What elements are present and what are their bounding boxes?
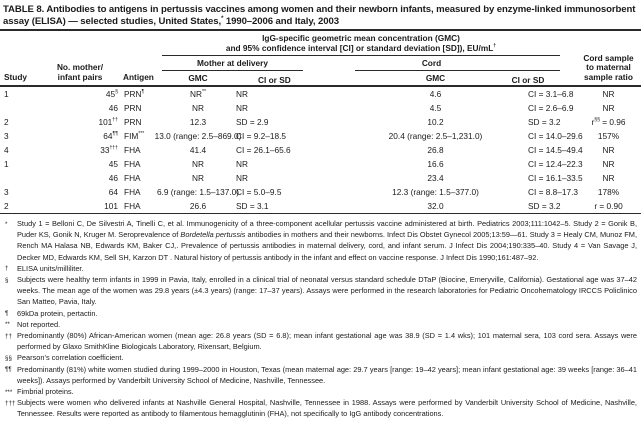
cell-value: 32.0 (427, 201, 444, 211)
table-cell: 64 (108, 187, 118, 197)
table-cell: FHA (124, 173, 141, 183)
footnote-ref: ¶¶ (112, 131, 118, 138)
footnote-marker: † (5, 265, 9, 273)
footnote-marker: †† (5, 332, 12, 340)
footnote-ref: §§ (594, 117, 600, 124)
cell-value: 12.3 (189, 117, 207, 127)
table-cell: CI = 9.2–18.5 (236, 131, 287, 141)
footnote (3, 397, 637, 419)
table-cell (0, 171, 42, 185)
table-cell: r = 0.90 (576, 199, 641, 214)
table-cell: NR (602, 103, 615, 113)
table-cell (355, 171, 516, 185)
table-cell: CI = 3.1–6.8 (528, 89, 574, 99)
cell-value: 4.5 (429, 103, 442, 113)
table-body (0, 86, 641, 214)
cell-value: 26.8 (427, 145, 444, 155)
table-cell (355, 115, 516, 129)
table-cell: 46 (108, 173, 118, 183)
table-row (0, 171, 641, 185)
table-cell: PRN¶ (124, 89, 145, 99)
table-cell: FHA (124, 187, 141, 197)
table-cell (162, 143, 234, 157)
table-cell: 45 (108, 159, 118, 169)
table-header (0, 31, 641, 86)
footnote (3, 364, 637, 386)
table-cell: NR (602, 145, 615, 155)
table-cell: CI = 14.5–49.4 (528, 145, 583, 155)
table-cell: NR (602, 89, 615, 99)
footnote-marker: ¶ (5, 310, 9, 318)
table-cell (0, 101, 42, 115)
cell-value: NR (192, 159, 204, 169)
table-cell: CI = 26.1–65.6 (236, 145, 291, 155)
table-cell: NR (236, 159, 248, 169)
table-cell: 157% (597, 131, 620, 141)
cell-value: 26.6 (189, 201, 207, 211)
footnote-text: Pearson's correlation coefficient. (17, 353, 124, 363)
footnote-text: Not reported. (17, 319, 61, 329)
table-cell: 33††† (100, 145, 118, 155)
table-cell: NR (602, 159, 615, 169)
col-header-pairs (42, 31, 118, 86)
header-row-groups (0, 31, 641, 56)
table-row (0, 157, 641, 171)
table-cell: CI = 12.4–22.3 (528, 159, 583, 169)
cell-value: 23.4 (427, 173, 444, 183)
table-cell: 178% (597, 187, 620, 197)
footnote-ref: § (115, 89, 118, 96)
footnote-ref: *** (138, 131, 145, 138)
cell-value: 20.4 (range: 2.5–1,231.0) (388, 131, 483, 141)
table-cell: CI = 8.8–17.3 (528, 187, 579, 197)
footnote-ref: ¶ (141, 89, 145, 96)
table-cell: SD = 3.1 (234, 199, 355, 214)
table-cell: PRN (124, 117, 142, 127)
mother-gmc-header: GMC (162, 71, 234, 86)
table-cell: 46 (108, 103, 118, 113)
cell-value: 12.3 (range: 1.5–377.0) (392, 187, 479, 197)
table-cell: PRN (124, 103, 142, 113)
col-header-pairs-line2: infant pairs (57, 71, 103, 82)
table-cell: r§§ = 0.96 (591, 117, 626, 127)
table-cell: SD = 3.2 (516, 199, 576, 214)
cord-group-header-text: Cord (355, 58, 560, 71)
table-row (0, 185, 641, 199)
table-cell: NR (602, 173, 615, 183)
cell-value: 13.0 (range: 2.5–869.0) (154, 131, 242, 141)
mother-ci-sd-header: CI or SD (234, 71, 355, 86)
cord-ci-sd-header (511, 71, 576, 86)
footnote (3, 263, 637, 274)
footnote (3, 308, 637, 319)
footnote (3, 218, 637, 263)
mother-group-header (162, 56, 355, 71)
footnote-marker: * (5, 220, 8, 228)
italic-text: Bordetella pertussis (180, 230, 246, 240)
footnote-text: Study 1 = Belloni C, De Silvestri A, Tinelli C, et al. Immunogenicity of a three-component acellular pertussis vaccine administered at birth. Pediatrics 2003;111:1042–5. Study 2 = Gonik B, Puder KS, Gonik N, Kruger M. Seroprevalence of Bordetella pertussis antibodies in mothers and their newborns. Infect Dis Obstet Gynecol 2005;13:59—61. Study 3 = Healy CM, Munoz FM, Rench MA Halasa NB, Edwards KM, Baker CJ,. Prevalence of pertussis antibodies in maternal delivery, cord, and infant serum. J Infect Dis 2004;190:335–40. Study 4 = Van Savage J, Decker MD, Edwards KM, Sell SH, Karzon DT . Natural history of pertussis antibody in the infant and effect on vaccine response. J Infect Dis 1990;161:487–92. (17, 219, 637, 262)
table-cell (355, 185, 516, 199)
table-cell (162, 115, 234, 129)
footnote-text: Fimbrial proteins. (17, 387, 74, 397)
table-cell (355, 143, 516, 157)
cord-gmc-header: GMC (355, 71, 516, 86)
table-cell: 2 (0, 199, 42, 214)
table-cell (355, 157, 516, 171)
table-row (0, 143, 641, 157)
footnote-marker: ¶¶ (5, 366, 12, 374)
footnote-marker: ** (5, 321, 10, 329)
table-row (0, 199, 641, 214)
table-cell: SD = 2.9 (236, 117, 269, 127)
table-cell (154, 129, 242, 143)
footnote (3, 274, 637, 308)
table-cell (355, 129, 516, 143)
table-cell: SD = 3.2 (528, 117, 561, 127)
table-cell: 1 (4, 89, 9, 99)
table-title: TABLE 8. Antibodies to antigens in pertussis vaccines among women and their newborn infants, measured by enzyme-linked immunosorbent assay (ELISA) — selected studies, United States,* 1990–2006 and Italy, 2003 (0, 0, 641, 31)
table-cell: 3 (4, 187, 9, 197)
col-header-study: Study (0, 31, 42, 86)
table-cell: NR (236, 89, 248, 99)
table-cell: 101 (42, 199, 118, 214)
footnote-text: Subjects were healthy term infants in 1999 in Pavia, Italy, enrolled in a clinical trial of neonatal versus standard schedule DTaP (Biocine, Emeryville, California). Gestational age was 37–42 weeks. The mean age of the women was 29.8 years (±4.3 years) (range: 17–37 years). Assays were performed in the research laboratories for Pediatric Oncohematology IRCCS Policlinico San Matteo, Pavia, Italy. (17, 275, 637, 307)
table-row (0, 129, 641, 143)
igg-group-header-text (162, 33, 560, 56)
table-cell: 2 (4, 117, 9, 127)
cell-value: 41.4 (189, 145, 207, 155)
cell-value: 6.9 (range: 1.5–137.0) (156, 187, 240, 197)
footnote-marker: *** (5, 388, 13, 396)
footnote (3, 386, 637, 397)
igg-header-line2: and 95% confidence interval [CI] or standard deviation [SD]), EU/mL† (225, 43, 497, 53)
table-cell: FHA (124, 159, 141, 169)
table-cell: 45§ (105, 89, 118, 99)
table-row (0, 115, 641, 129)
footnote-text: ELISA units/milliliter. (17, 263, 84, 273)
table-cell: 64¶¶ (103, 131, 118, 141)
footnote-marker: ††† (5, 399, 16, 407)
footnote-ref: ** (201, 89, 206, 96)
footnote-text: Subjects were women who delivered infants at Nashville General Hospital, Nashville, Tennessee in 1988. Assays were performed by Vanderbilt University School of Medicine, Nashville, Tennessee. Results were reported as antibody to filamentous hemagglutinin (FHA), not specifically to IgG antibody concentrations. (17, 398, 637, 419)
table-cell: NR (236, 103, 248, 113)
table-cell (162, 101, 234, 115)
table-cell: CI = 2.6–6.9 (528, 103, 574, 113)
col-header-ratio-line2: to maternal (586, 62, 631, 72)
col-header-pairs-line1: No. mother/ (56, 62, 104, 72)
cell-value: NR (192, 103, 204, 113)
table-cell (162, 86, 234, 101)
footnote-marker: § (5, 276, 9, 284)
cord-group-header (355, 56, 576, 71)
table-cell: NR (236, 173, 248, 183)
table-cell: 1 (4, 159, 9, 169)
table-cell: 101†† (98, 117, 118, 127)
table-cell (156, 185, 240, 199)
footnote-text: 69kDa protein, pertactin. (17, 308, 98, 318)
table-cell: FHA (124, 145, 141, 155)
table-row (0, 86, 641, 101)
footnote-marker: §§ (5, 354, 12, 362)
table-row (0, 101, 641, 115)
footnote-text: Predominantly (80%) African-American women (mean age: 26.8 years (SD = 6.8); mean infant gestational age was 38.9 (SD = 1.4 wks); 101 maternal sera, 103 cord sera. Assays were performed by Glaxo SmithKline Biologicals Laboratory, Rixensart, Belgium. (17, 331, 637, 352)
igg-group-header (162, 31, 576, 56)
table-cell: 4 (4, 145, 9, 155)
cell-value: 4.6 (429, 89, 442, 99)
table-cell: CI = 5.0–9.5 (236, 187, 282, 197)
table-cell: FHA (118, 199, 162, 214)
igg-header-line1: IgG-specific geometric mean concentration (GMC) (262, 33, 460, 43)
cell-value: 16.6 (427, 159, 444, 169)
cell-value: NR (192, 173, 204, 183)
footnote-text: Predominantly (81%) white women studied during 1999–2000 in Houston, Texas (mean maternal age: 29.7 years [range: 19–42 years]; mean infant gestational age: 39 weeks [range: 36–41 weeks]). Assays performed by Vanderbilt University School of Medicine, Nashville, Tennessee. (17, 364, 637, 385)
antibody-table (0, 31, 641, 214)
footnote (3, 330, 637, 352)
table-cell (355, 101, 516, 115)
footnote (3, 352, 637, 363)
col-header-ratio (576, 31, 641, 86)
cord-ci-sd-header-text: CI or SD (511, 75, 545, 85)
table-cell: CI = 14.0–29.6 (528, 131, 583, 141)
table-cell (355, 86, 516, 101)
footnote-ref: †† (112, 117, 118, 124)
cell-value: NR** (190, 89, 206, 99)
col-header-ratio-line3: sample ratio (584, 71, 633, 82)
footnote-ref: * (221, 15, 224, 22)
footnotes (0, 214, 641, 420)
table-cell: 3 (4, 131, 9, 141)
cell-value: 10.2 (427, 117, 444, 127)
table-cell (162, 171, 234, 185)
footnote (3, 319, 637, 330)
table-cell (162, 157, 234, 171)
footnote-ref: ††† (109, 145, 118, 152)
table-cell: FIM*** (124, 131, 145, 141)
col-header-ratio-line1: Cord sample (583, 52, 634, 63)
mother-group-header-text: Mother at delivery (162, 58, 303, 71)
col-header-antigen: Antigen (118, 31, 162, 86)
table-cell (355, 199, 516, 214)
table-cell: CI = 16.1–33.5 (528, 173, 583, 183)
footnote-ref: † (493, 43, 497, 50)
table-cell (162, 199, 234, 214)
